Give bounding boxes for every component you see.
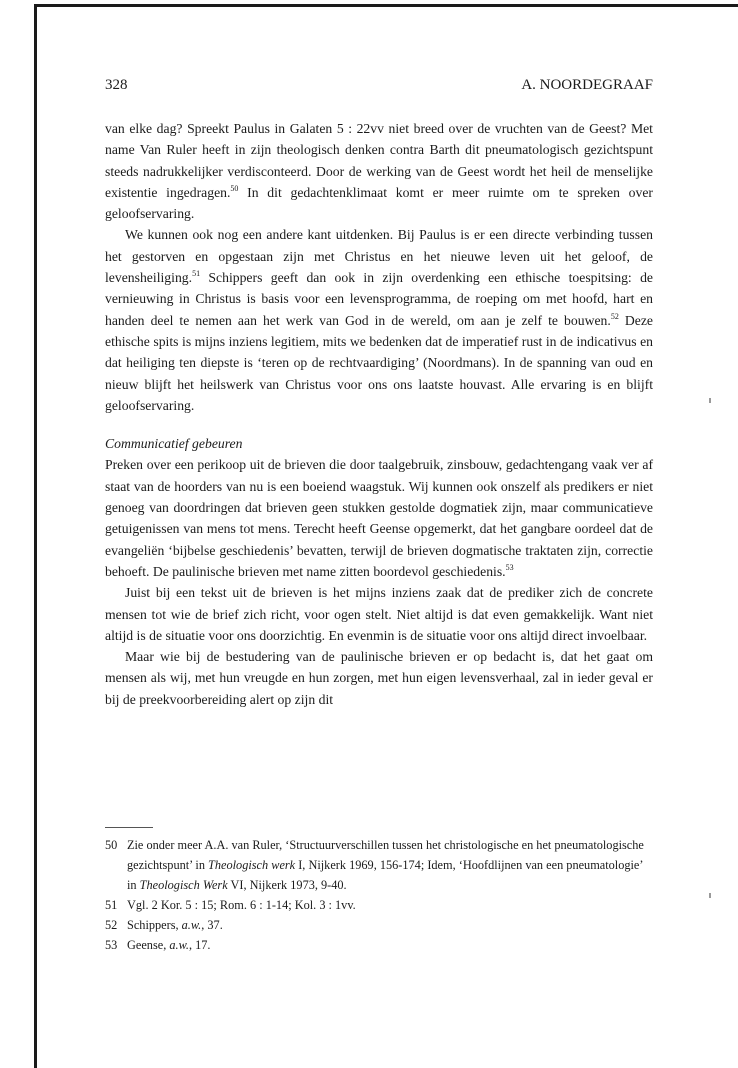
footnote-divider: [105, 827, 153, 828]
abbreviation: a.w.: [169, 938, 189, 952]
paragraph-4: Juist bij een tekst uit de brieven is het mijns inziens zaak dat de prediker zich de concrete mensen tot wie de brief zich richt, voor ogen stelt. Niet altijd is dat even gemakkelijk. Want niet altijd is de situatie voor ons doorzichtig. En evenmin is de situatie voor ons altijd direct invoelbaar.: [105, 585, 653, 643]
book-title: Theologisch Werk: [139, 878, 228, 892]
text-run: , 37.: [201, 918, 223, 932]
paragraph-5: Maar wie bij de bestudering van de paulinische brieven er op bedacht is, dat het gaat om mensen als wij, met hun vreugde en hun zorgen, met hun eigen levensverhaal, zal in ieder geval er bij de preekvoorbereiding alert op zijn dit: [105, 649, 653, 707]
footnote-51: [105, 895, 653, 915]
text-run: Schippers geeft dan ook in zijn overdenking een ethische toespitsing: de vernieuwing in Christus is basis voor een levensprogramma, de roeping om met hoofd, hart en handen deel te nemen aan het werk van God in de wereld, om aan je zelf te bouwen.: [105, 270, 653, 328]
running-title: A. NOORDEGRAAF: [521, 77, 653, 93]
section-heading: Communicatief gebeuren: [105, 436, 243, 452]
text-run: Preken over een perikoop uit de brieven die door taalgebruik, zinsbouw, gedachtengang vaak ver af staat van de hoorders van nu is een boeiend waagstuk. Wij kunnen ook onszelf als predikers er niet genoeg van doordringen dat brieven geen stukken gestolde dogmatiek zijn, maar communicatieve getuigenissen van mens tot mens. Terecht heeft Geense opgemerkt, dat het gangbare oordeel dat de evangeliën ‘bijbelse geschiedenis’ bevatten, terwijl de brieven dogmatische traktaten zijn, correctie behoeft. De paulinische brieven met name zitten boordevol geschiedenis.: [105, 457, 653, 579]
text-run: Zie onder meer A.A. van Ruler, ‘Structuurverschillen tussen het christologische en het pneumatologische gezichtspunt’ in: [127, 838, 644, 872]
paragraph-1: [105, 118, 653, 224]
footnote-ref-53: 53: [505, 562, 514, 572]
footnote-50: [105, 835, 653, 895]
text-run: , 17.: [188, 938, 211, 952]
footnote-text: Vgl. 2 Kor. 5 : 15; Rom. 6 : 1-14; Kol. 3 : 1vv.: [127, 898, 356, 912]
footnote-number: 53: [105, 938, 118, 952]
text-run: van elke dag? Spreekt Paulus in Galaten 5 : 22vv niet breed over de vruchten van de Geest? Met name Van Ruler heeft in zijn theologisch denken contra Barth dit pneumatologisch gezichtspunt steeds nadrukkelijker verdisconteerd. Door de werking van de Geest wordt het heil de menselijke existentie ingedragen.: [105, 121, 653, 200]
text-run: VI, Nijkerk 1973, 9-40.: [227, 878, 347, 892]
footnote-ref-52: 52: [610, 311, 619, 321]
scan-border-top: [34, 4, 738, 7]
footnote-text: [127, 835, 653, 895]
page-number: 328: [105, 77, 128, 93]
footnote-number: 50: [105, 838, 118, 852]
footnote-52: [105, 915, 653, 935]
footnote-number: 51: [105, 898, 118, 912]
book-page: [105, 74, 653, 952]
paragraph-3: [105, 454, 653, 582]
footnote-53: [105, 935, 653, 955]
scan-speck: [709, 398, 711, 403]
running-header: [105, 74, 653, 96]
text-run: Geense,: [127, 938, 170, 952]
footnote-number: 52: [105, 918, 118, 932]
text-run: Schippers,: [127, 918, 182, 932]
footnote-ref-51: 51: [192, 269, 201, 279]
footnote-text: [127, 935, 653, 955]
footnote-ref-50: 50: [230, 183, 239, 193]
paragraph-2: [105, 224, 653, 416]
scan-speck: [709, 893, 711, 898]
text-run: Deze ethische spits is mijns inziens legitiem, mits we bedenken dat de imperatief rust in de indicativus en dat heiliging ten diepste is ‘teren op de rechtvaardiging’ (Noordmans). In de spanning van oud en nieuw blijft het heilswerk van Christus voor ons ons laatste houvast. Alle ervaring is en blijft geloofservaring.: [105, 312, 653, 413]
text-run: I, Nijkerk 1969, 156-174; Idem, ‘Hoofdlijnen van een pneumatologie’ in: [127, 858, 643, 892]
text-run: We kunnen ook nog een andere kant uitdenken. Bij Paulus is er een directe verbinding tussen het gestorven en opgestaan zijn met Christus en het nieuwe leven uit het geloof, de levensheiliging.: [105, 227, 653, 286]
scan-border-left: [34, 4, 37, 1068]
abbreviation: a.w.: [181, 918, 202, 932]
footnote-text: [127, 915, 653, 935]
footnotes: [105, 835, 653, 955]
book-title: Theologisch werk: [208, 858, 296, 872]
text-run: In dit gedachtenklimaat komt er meer ruimte om te spreken over geloofservaring.: [105, 184, 653, 222]
body-text: [105, 118, 653, 710]
